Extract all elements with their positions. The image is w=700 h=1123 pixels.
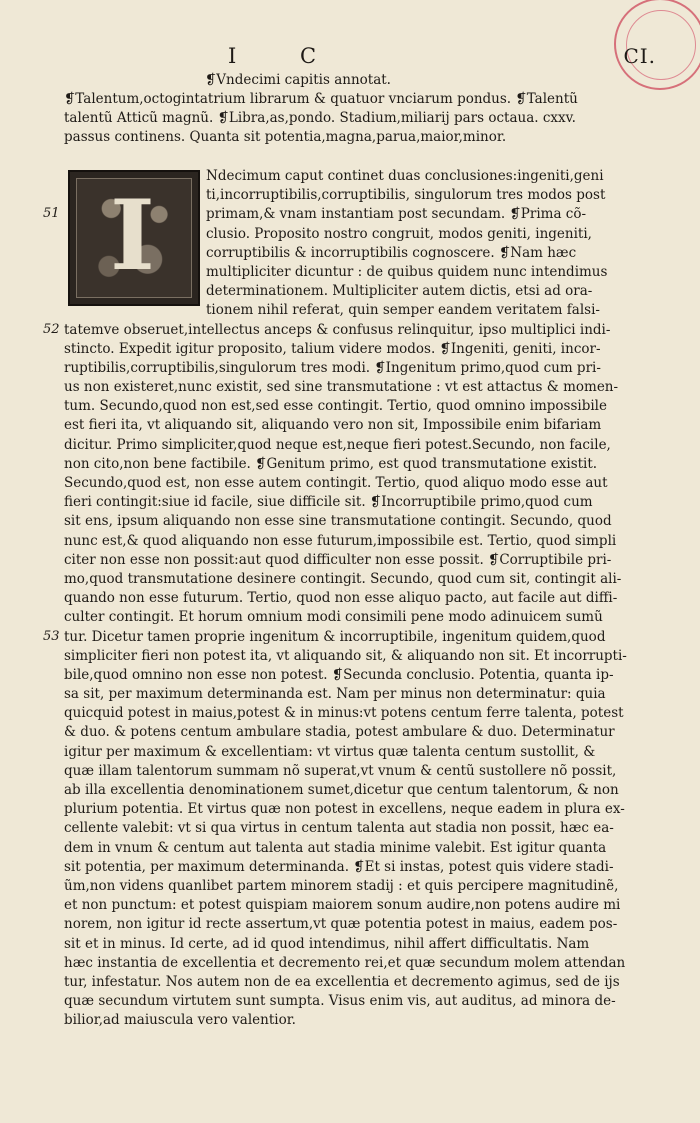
body-line: est fieri ita, vt aliquando sit, aliquando vero non sit, Impossibile enim bifariam <box>64 417 602 434</box>
body-line: clusio. Proposito nostro congruit, modos geniti, ingeniti, <box>206 225 592 242</box>
folio-number: CI. <box>623 44 656 68</box>
body-line: sa sit, per maximum determinanda est. Nam per minus non determinatur: quia <box>64 686 606 703</box>
body-line: non cito,non bene factibile. ❡Genitum primo, est quod transmutatione existit. <box>64 455 598 472</box>
body-line: mo,quod transmutatione desinere contingit. Secundo, quod cum sit, contingit ali- <box>64 570 622 587</box>
body-line: ab illa excellentia denominationem sumet,dicetur que centum talentorum, & non <box>64 782 619 798</box>
body-line: multipliciter dicuntur : de quibus quidem nunc intendimus <box>206 263 608 280</box>
body-line: tum. Secundo,quod non est,sed esse contingit. Tertio, quod omnino impossibile <box>64 398 607 415</box>
annotations-title: ❡Vndecimi capitis annotat. <box>205 72 391 88</box>
body-line: Ndecimum caput continet duas conclusiones:ingeniti,geni <box>206 168 604 184</box>
annotation-line: ❡Talentum,octogintatrium librarum & quatuor vnciarum pondus. ❡Talentũ <box>64 91 578 107</box>
body-line: bilior,ad maiuscula vero valentior. <box>64 1012 296 1029</box>
body-line: dem in vnum & centum aut talenta aut stadia minime valebit. Est igitur quanta <box>64 839 607 856</box>
body-line: et non punctum: et potest quispiam maiorem sonum audire,non potens audire mi <box>64 897 621 914</box>
body-line: determinationem. Multipliciter autem dictis, etsi ad ora- <box>206 283 593 300</box>
margin-number: 51 <box>43 206 60 221</box>
running-head-center: C <box>300 44 318 68</box>
margin-number: 52 <box>43 322 60 337</box>
body-line: & duo. & potens centum ambulare stadia, potest ambulare & duo. Determinatur <box>64 724 615 741</box>
body-line: primam,& vnam instantiam post secundam. ❡Prima cõ- <box>206 206 587 223</box>
body-line: Secundo,quod est, non esse autem contingit. Tertio, quod aliquo modo esse aut <box>64 475 608 491</box>
body-line: dicitur. Primo simpliciter,quod neque est,neque fieri potest.Secundo, non facile, <box>64 436 611 453</box>
body-line: quæ secundum virtutem sunt sumpta. Visus enim vis, aut auditus, ad minora de- <box>64 993 616 1010</box>
body-line: corruptibilis & incorruptibilis cognoscere. ❡Nam hæc <box>206 244 577 261</box>
body-line: quicquid potest in maius,potest & in minus:vt potens centum ferre talenta, potest <box>64 705 624 722</box>
body-line: sit et in minus. Id certe, ad id quod intendimus, nihil affert difficultatis. Nam <box>64 935 590 952</box>
body-line: nunc est,& quod aliquando non esse futurum,impossibile est. Tertio, quod simpli <box>64 532 617 549</box>
body-line: culter contingit. Et horum omnium modi consimili pene modo adinuicem sumũ <box>64 609 603 626</box>
body-line: fieri contingit:siue id facile, siue difficile sit. ❡Incorruptibile primo,quod cum <box>64 494 593 511</box>
margin-number: 53 <box>43 629 60 644</box>
chapter-annotations <box>64 90 636 147</box>
body-line: hæc instantia de excellentia et decremento rei,et quæ secundum molem attendan <box>64 954 626 971</box>
body-line: ti,incorruptibilis,corruptibilis, singulorum tres modos post <box>206 187 606 204</box>
body-line: tatemve obseruet,intellectus anceps & confusus relinquitur, ipso multiplici indi- <box>64 321 611 338</box>
body-line: citer non esse non possit:aut quod difficulter non esse possit. ❡Corruptibile pri- <box>64 551 612 568</box>
body-line: ũm,non videns quanlibet partem minorem stadij : et quis percipere magnitudinẽ, <box>64 877 619 894</box>
body-line: bile,quod omnino non esse non potest. ❡Secunda conclusio. Potentia, quanta ip- <box>64 666 614 683</box>
body-line: cellente valebit: vt si qua virtus in centum talenta aut stadia non possit, hæc ea- <box>64 820 614 837</box>
chapter-body-text <box>64 167 640 1030</box>
body-line: quæ illam talentorum summam nõ superat,vt vnum & centũ sustollere nõ possit, <box>64 762 617 779</box>
body-line: tur, infestatur. Nos autem non de ea excellentia et decremento agimus, sed de ijs <box>64 973 620 990</box>
annotation-line: talentũ Atticũ magnũ. ❡Libra,as,pondo. Stadium,miliarij pars octaua. cxxv. <box>64 110 576 126</box>
body-line: quando non esse futurum. Tertio, quod non esse aliquo pacto, aut facile aut diffi- <box>64 590 618 607</box>
body-line: simpliciter fieri non potest ita, vt aliquando sit, & aliquando non sit. Et incorrupti- <box>64 647 627 664</box>
body-line: sit ens, ipsum aliquando non esse sine transmutatione contingit. Secundo, quod <box>64 513 612 530</box>
body-line: tur. Dicetur tamen proprie ingenitum & incorruptibile, ingenitum quidem,quod <box>64 628 606 645</box>
body-line: norem, non igitur id recte assertum,vt quæ potentia potest in maius, eadem pos- <box>64 916 618 933</box>
body-line: igitur per maximum & excellentiam: vt virtus quæ talenta centum sustollit, & <box>64 743 596 760</box>
body-line: plurium potentia. Et virtus quæ non potest in excellens, neque eadem in plura ex- <box>64 801 625 818</box>
annotation-line: passus continens. Quanta sit potentia,magna,parua,maior,minor. <box>64 129 507 145</box>
body-line: us non existeret,nunc existit, sed sine transmutatione : vt est attactus & momen- <box>64 379 619 396</box>
body-line: tionem nihil referat, quin semper eandem veritatem falsi- <box>206 302 600 319</box>
body-line: sit potentia, per maximum determinanda. ❡Et si instas, potest quis videre stadi- <box>64 858 614 875</box>
drop-cap-letter: I <box>110 179 155 292</box>
body-line: stincto. Expedit igitur proposito, talium videre modos. ❡Ingeniti, geniti, incor- <box>64 340 601 357</box>
running-head-left: I <box>228 44 238 68</box>
body-line: ruptibilis,corruptibilis,singulorum tres modi. ❡Ingenitum primo,quod cum pri- <box>64 359 601 376</box>
